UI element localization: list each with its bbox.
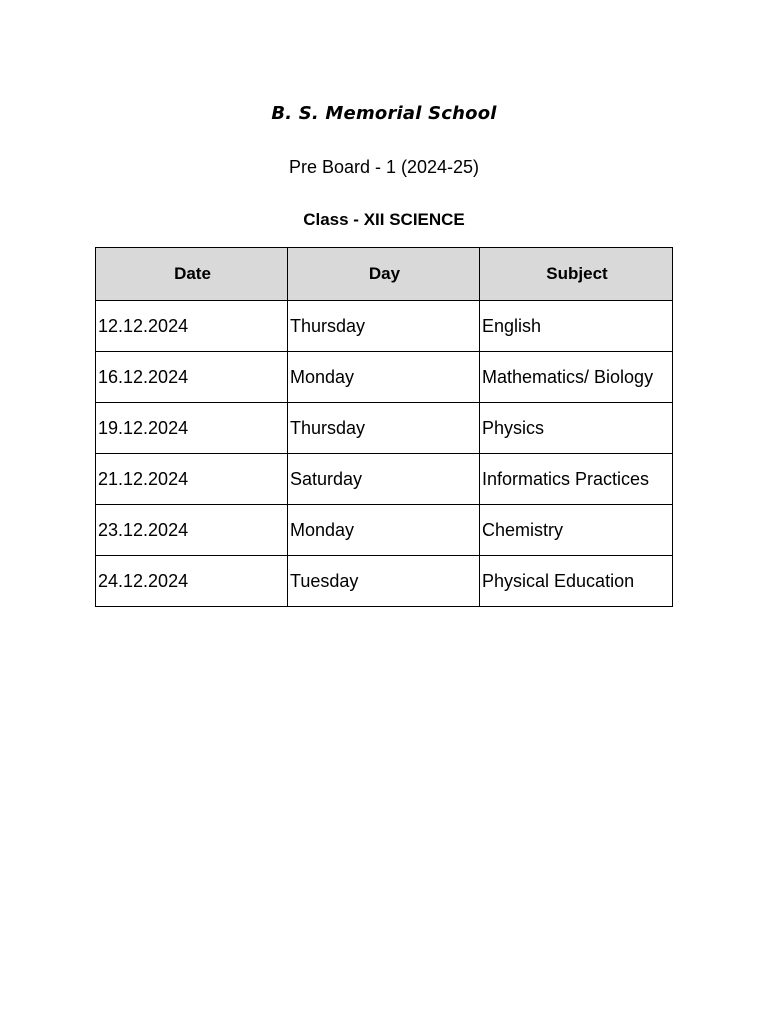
class-label: Class - XII SCIENCE bbox=[303, 210, 465, 229]
subject-cell: Mathematics/ Biology bbox=[480, 352, 673, 403]
exam-title: Pre Board - 1 (2024-25) bbox=[288, 157, 480, 177]
column-header-date: Date bbox=[96, 248, 288, 301]
table-row bbox=[96, 454, 673, 505]
subject-cell: Chemistry bbox=[480, 505, 673, 556]
subject-cell: Informatics Practices bbox=[480, 454, 673, 505]
date-cell: 12.12.2024 bbox=[96, 301, 288, 352]
table-row bbox=[96, 505, 673, 556]
day-cell: Monday bbox=[288, 505, 480, 556]
table-header-row bbox=[96, 248, 673, 301]
date-cell: 24.12.2024 bbox=[96, 556, 288, 607]
day-cell: Thursday bbox=[288, 403, 480, 454]
subject-cell: Physical Education bbox=[480, 556, 673, 607]
day-cell: Thursday bbox=[288, 301, 480, 352]
subject-cell: Physics bbox=[480, 403, 673, 454]
column-header-day: Day bbox=[288, 248, 480, 301]
column-header-subject: Subject bbox=[480, 248, 673, 301]
table-row bbox=[96, 403, 673, 454]
subject-cell: English bbox=[480, 301, 673, 352]
day-cell: Tuesday bbox=[288, 556, 480, 607]
date-cell: 21.12.2024 bbox=[96, 454, 288, 505]
date-cell: 16.12.2024 bbox=[96, 352, 288, 403]
school-name: B. S. Memorial School bbox=[271, 103, 497, 124]
table-row bbox=[96, 352, 673, 403]
day-cell: Monday bbox=[288, 352, 480, 403]
date-cell: 23.12.2024 bbox=[96, 505, 288, 556]
table-row bbox=[96, 556, 673, 607]
date-cell: 19.12.2024 bbox=[96, 403, 288, 454]
day-cell: Saturday bbox=[288, 454, 480, 505]
exam-schedule-table bbox=[95, 247, 673, 607]
table-row bbox=[96, 301, 673, 352]
